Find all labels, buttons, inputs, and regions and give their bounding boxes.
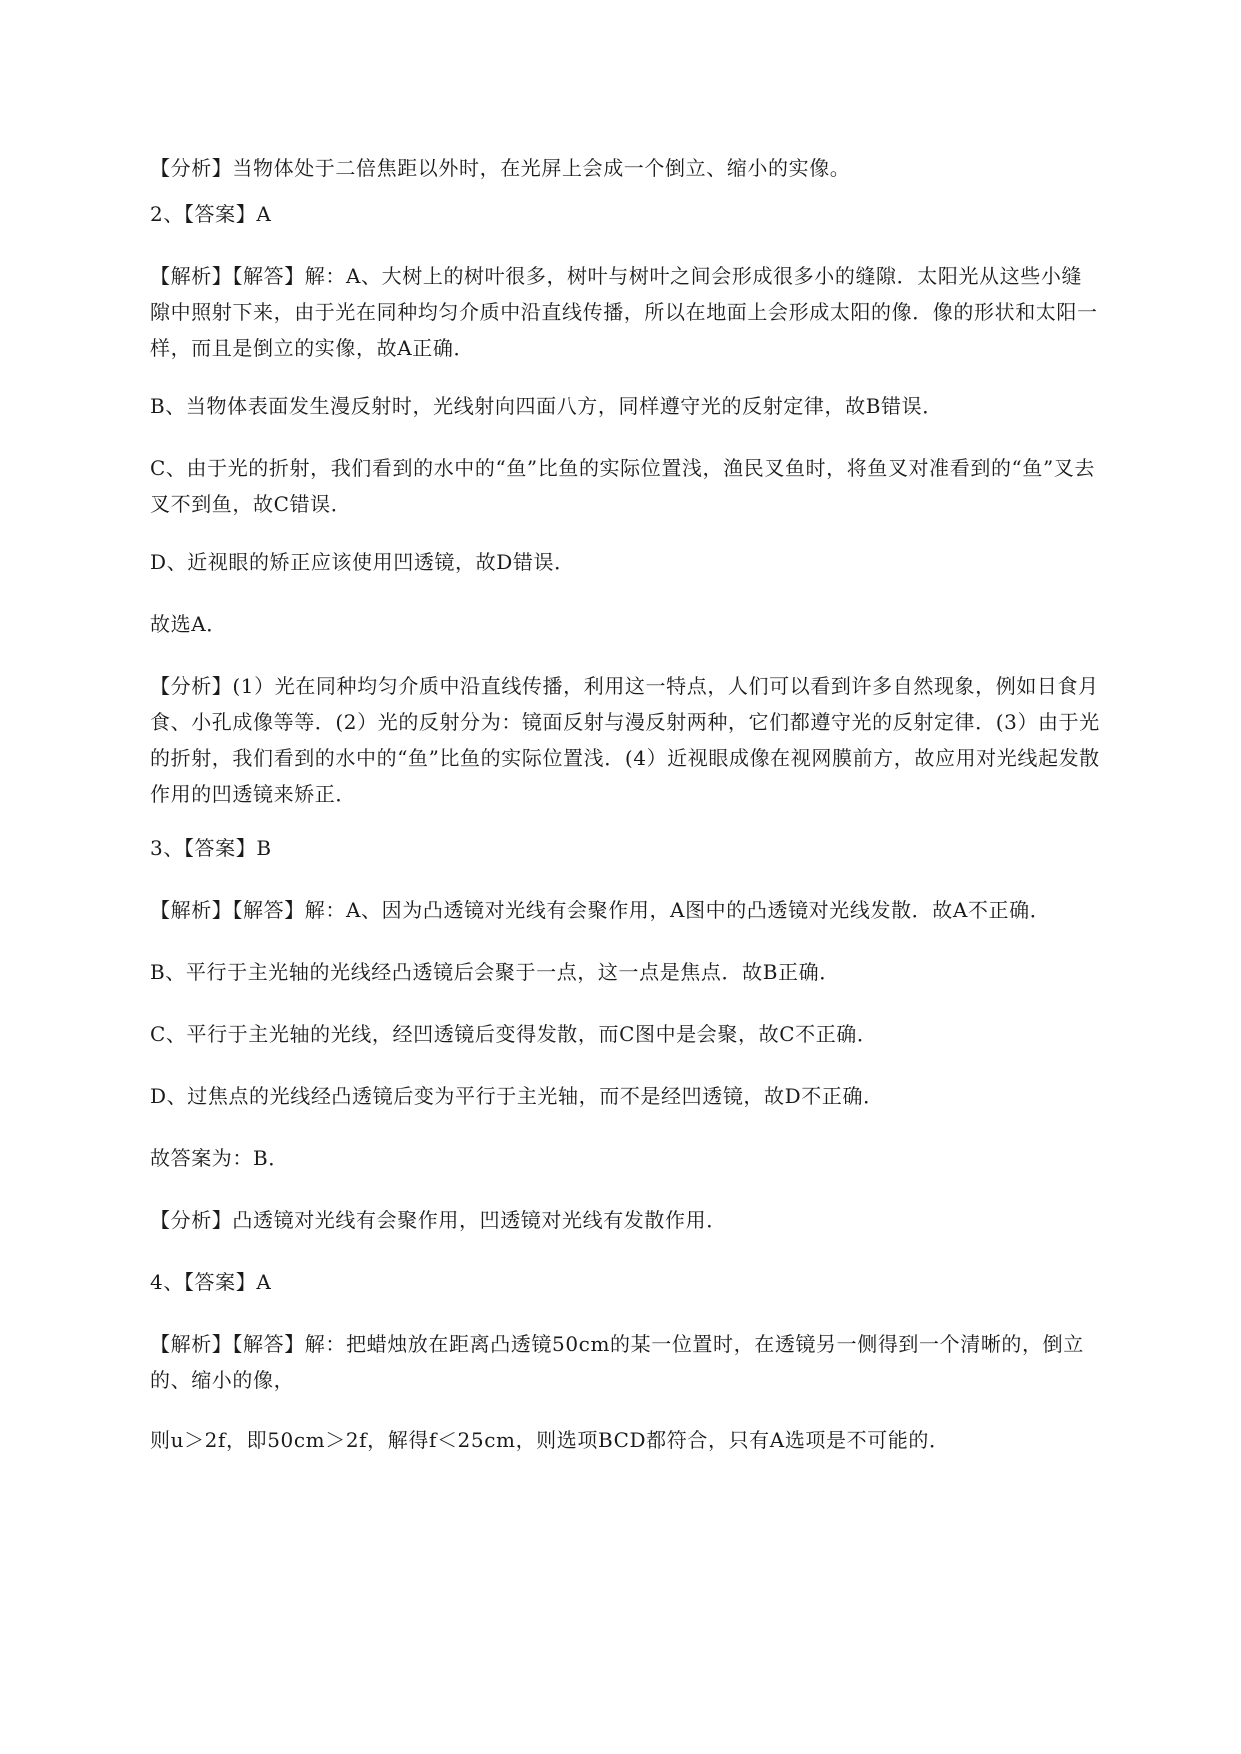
answer-3: 3、【答案】B <box>150 836 272 860</box>
explanation-3-option-c: C、平行于主光轴的光线，经凹透镜后变得发散，而C图中是会聚，故C不正确． <box>150 1022 878 1046</box>
analysis-paragraph-1: 【分析】当物体处于二倍焦距以外时，在光屏上会成一个倒立、缩小的实像。 <box>150 156 851 180</box>
answer-4: 4、【答案】A <box>150 1270 272 1294</box>
explanation-2-option-b: B、当物体表面发生漫反射时，光线射向四面八方，同样遵守光的反射定律，故B错误． <box>150 394 943 418</box>
analysis-2: 【分析】(1）光在同种均匀介质中沿直线传播，利用这一特点，人们可以看到许多自然现象，例如日食月食、小孔成像等等．(2）光的反射分为：镜面反射与漫反射两种，它们都遵守光的反射定律．(3）由于光的折射，我们看到的水中的“鱼”比鱼的实际位置浅．(4）近视眼成像在视网膜前方，故应用对光线起发散作用的凹透镜来矫正． <box>150 674 1100 806</box>
explanation-2: 【解析】【解答】解：A、大树上的树叶很多，树叶与树叶之间会形成很多小的缝隙．太阳光从这些小缝隙中照射下来，由于光在同种均匀介质中沿直线传播，所以在地面上会形成太阳的像．像的形状和太阳一样，而且是倒立的实像，故A正确． <box>150 264 1098 360</box>
conclusion-2: 故选A． <box>150 612 227 636</box>
analysis-3: 【分析】凸透镜对光线有会聚作用，凹透镜对光线有发散作用． <box>150 1208 727 1232</box>
conclusion-3: 故答案为：B． <box>150 1146 289 1170</box>
explanation-4: 【解析】【解答】解：把蜡烛放在距离凸透镜50cm的某一位置时，在透镜另一侧得到一个清晰的，倒立的、缩小的像， <box>150 1332 1084 1392</box>
explanation-3-option-d: D、过焦点的光线经凸透镜后变为平行于主光轴，而不是经凹透镜，故D不正确． <box>150 1084 884 1108</box>
explanation-2-option-c: C、由于光的折射，我们看到的水中的“鱼”比鱼的实际位置浅，渔民叉鱼时，将鱼叉对准看到的“鱼”叉去叉不到鱼，故C错误． <box>150 456 1095 516</box>
explanation-3-option-b: B、平行于主光轴的光线经凸透镜后会聚于一点，这一点是焦点．故B正确． <box>150 960 840 984</box>
explanation-2-option-d: D、近视眼的矫正应该使用凹透镜，故D错误． <box>150 550 575 574</box>
explanation-4-continued: 则u＞2f，即50cm＞2f，解得f＜25cm，则选项BCD都符合，只有A选项是不可能的． <box>150 1428 950 1452</box>
explanation-3: 【解析】【解答】解：A、因为凸透镜对光线有会聚作用，A图中的凸透镜对光线发散．故A不正确． <box>150 898 1051 922</box>
answer-2: 2、【答案】A <box>150 202 272 226</box>
